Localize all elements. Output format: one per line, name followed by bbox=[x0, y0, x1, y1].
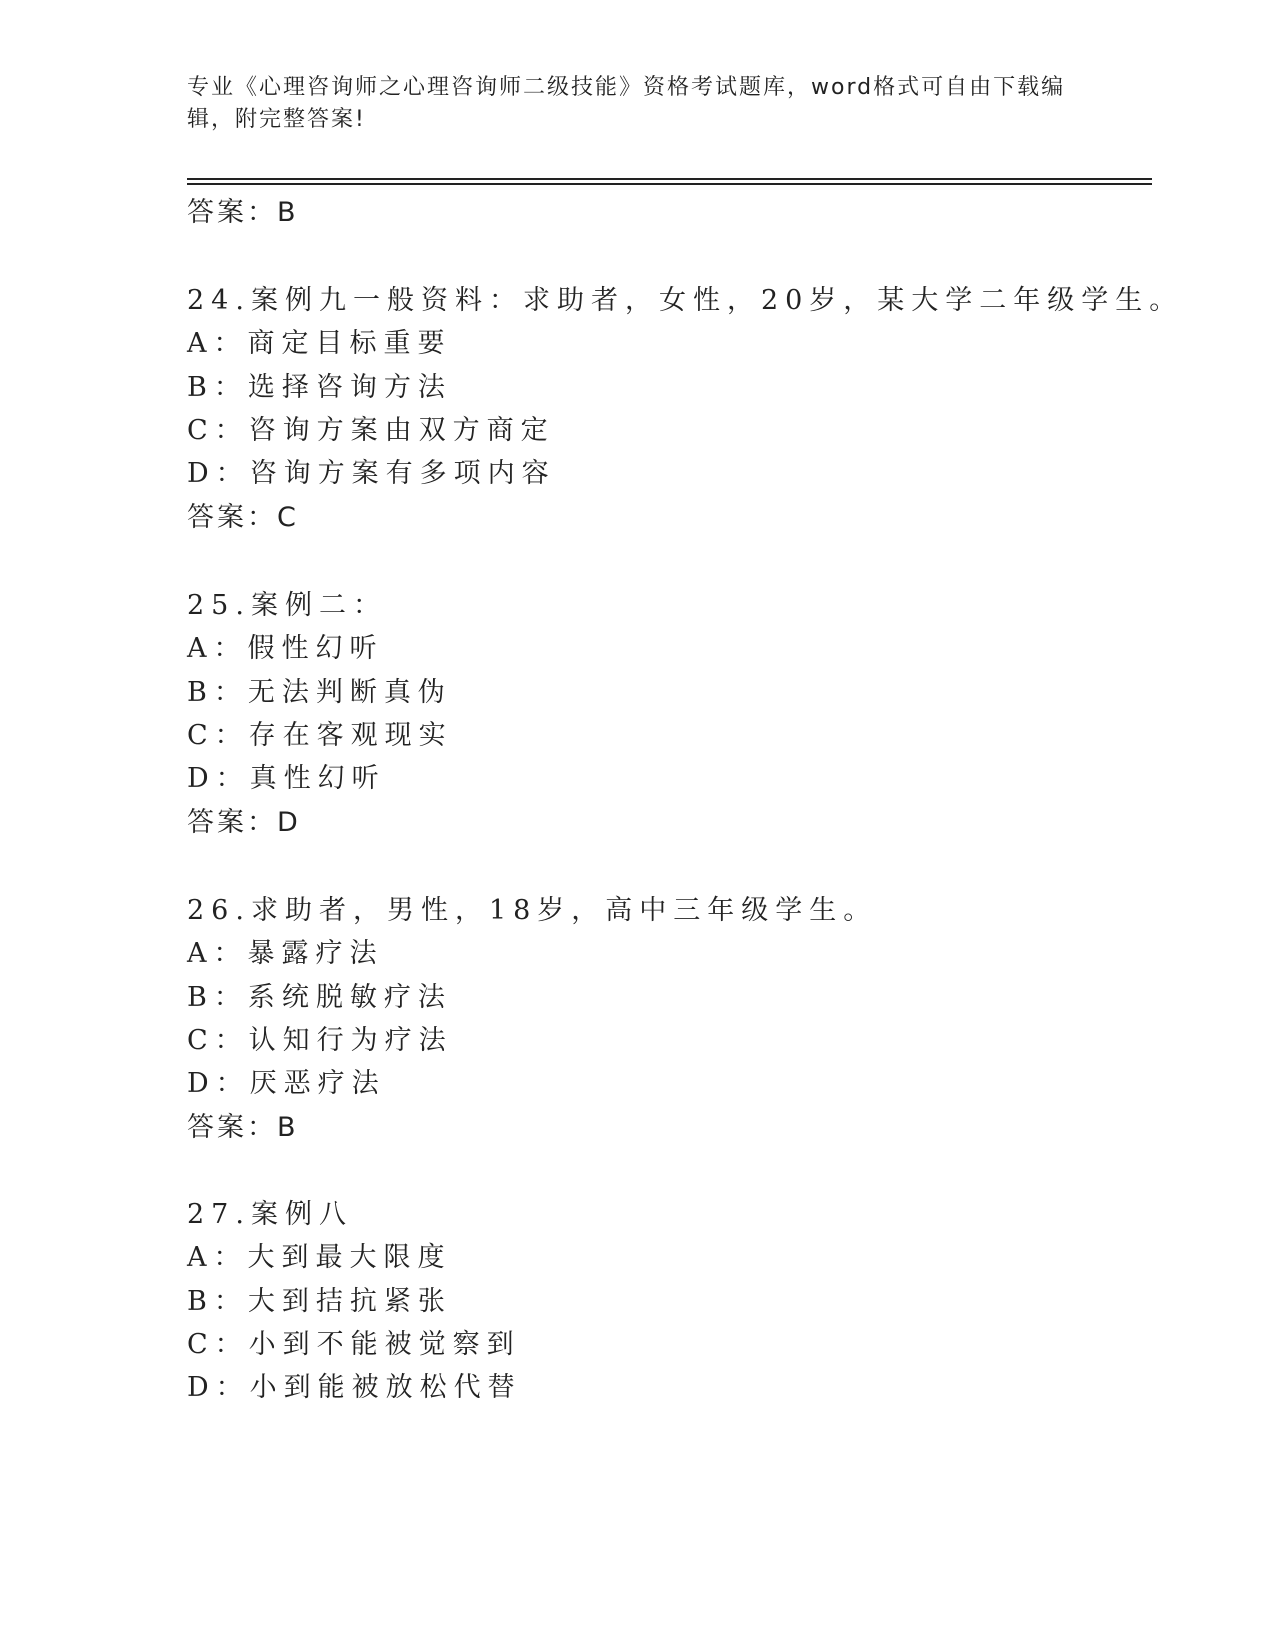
header-divider-top bbox=[187, 178, 1152, 180]
option-b: B：大到拮抗紧张 bbox=[187, 1286, 452, 1317]
question-stem: 24.案例九一般资料：求助者，女性，20岁，某大学二年级学生。 bbox=[187, 285, 1184, 316]
question-stem: 26.求助者，男性，18岁，高中三年级学生。 bbox=[187, 895, 878, 926]
question-stem: 25.案例二： bbox=[187, 590, 387, 621]
answer-line: 答案：C bbox=[187, 502, 299, 533]
option-c: C：小到不能被觉察到 bbox=[187, 1329, 521, 1360]
answer-line: 答案：D bbox=[187, 807, 301, 838]
option-d: D：小到能被放松代替 bbox=[187, 1372, 522, 1403]
option-c: C：存在客观现实 bbox=[187, 720, 453, 751]
option-b: B：无法判断真伪 bbox=[187, 677, 452, 708]
option-a: A：暴露疗法 bbox=[187, 938, 384, 969]
option-b: B：系统脱敏疗法 bbox=[187, 982, 452, 1013]
option-d: D：真性幻听 bbox=[187, 763, 386, 794]
header-divider-bottom bbox=[187, 183, 1152, 185]
question-stem: 27.案例八 bbox=[187, 1199, 353, 1230]
option-c: C：咨询方案由双方商定 bbox=[187, 415, 555, 446]
document-header: 专业《心理咨询师之心理咨询师二级技能》资格考试题库，word格式可自由下载编辑，附完整答案! bbox=[187, 75, 1066, 132]
option-d: D：厌恶疗法 bbox=[187, 1068, 386, 1099]
option-b: B：选择咨询方法 bbox=[187, 372, 452, 403]
option-a: A：大到最大限度 bbox=[187, 1242, 452, 1273]
option-c: C：认知行为疗法 bbox=[187, 1025, 453, 1056]
option-a: A：假性幻听 bbox=[187, 633, 384, 664]
option-d: D：咨询方案有多项内容 bbox=[187, 458, 556, 489]
answer-line: 答案：B bbox=[187, 197, 299, 228]
answer-line: 答案：B bbox=[187, 1112, 299, 1143]
option-a: A：商定目标重要 bbox=[187, 328, 452, 359]
